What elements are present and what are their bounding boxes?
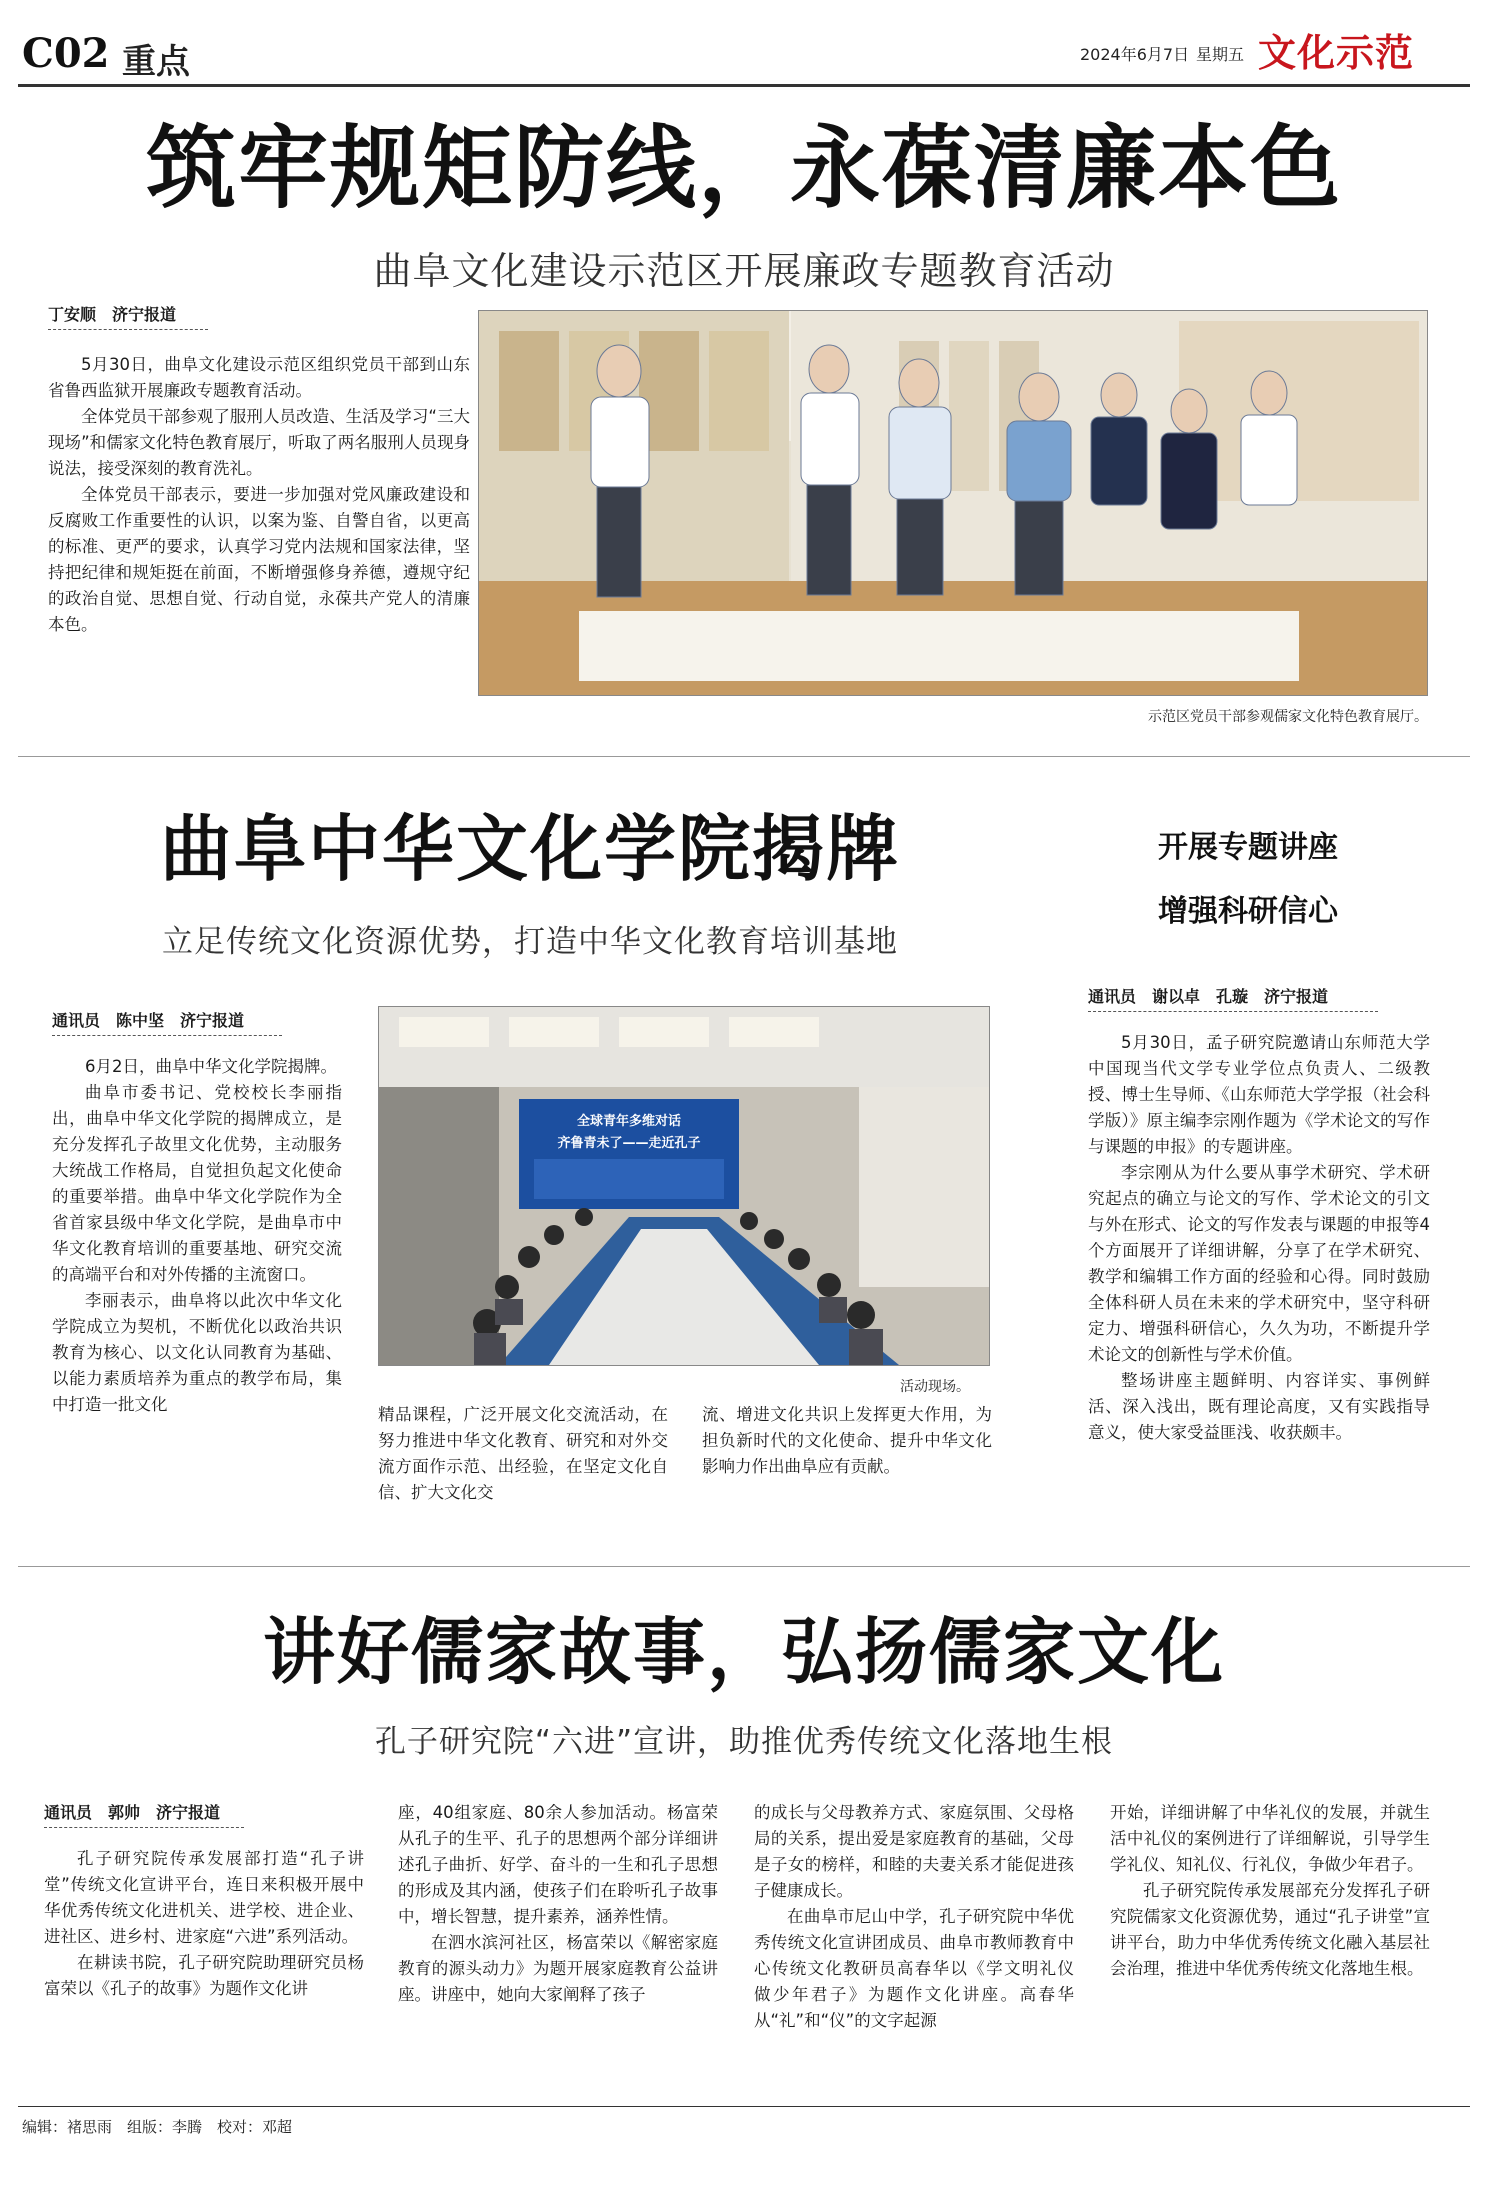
page-number: C02 bbox=[22, 30, 110, 77]
issue-date: 2024年6月7日 bbox=[1080, 45, 1190, 64]
divider-2 bbox=[18, 1566, 1470, 1567]
story1-paragraph: 全体党员干部表示，要进一步加强对党风廉政建设和反腐败工作重要性的认识，以案为鉴、自警自省，以更高的标准、更严的要求，认真学习党内法规和国家法律，坚持把纪律和规矩挺在前面，不断增强修身养德，遵规守纪的政治自觉、思想自觉、行动自觉，永葆共产党人的清廉本色。 bbox=[48, 485, 470, 634]
story3-paragraph: 李宗刚从为什么要从事学术研究、学术研究起点的确立与论文的写作、学术论文的引文与外在形式、论文的写作发表与课题的申报等4个方面展开了详细讲解，分享了在学术研究、教学和编辑工作方面的经验和心得。同时鼓励全体科研人员在未来的学术研究中，坚守科研定力、增强科研信心，久久为功，不断提升学术论文的创新性与学术价值。 bbox=[1088, 1163, 1430, 1364]
story2-column-2 bbox=[378, 1402, 668, 1506]
story4-column-4 bbox=[1110, 1800, 1430, 1982]
story4-paragraph: 的成长与父母教养方式、家庭氛围、父母格局的关系，提出爱是家庭教育的基础，父母是子女的榜样，和睦的夫妻关系才能促进孩子健康成长。 bbox=[754, 1803, 1074, 1900]
story2-subheadline: 立足传统文化资源优势，打造中华文化教育培训基地 bbox=[162, 924, 898, 960]
story1-photo-caption: 示范区党员干部参观儒家文化特色教育展厅。 bbox=[1148, 709, 1428, 725]
story1-paragraph: 5月30日，曲阜文化建设示范区组织党员干部到山东省鲁西监狱开展廉政专题教育活动。 bbox=[48, 355, 470, 400]
story1-paragraph: 全体党员干部参观了服刑人员改造、生活及学习“三大现场”和儒家文化特色教育展厅，听取了两名服刑人员现身说法，接受深刻的教育洗礼。 bbox=[48, 407, 470, 478]
story1-subheadline: 曲阜文化建设示范区开展廉政专题教育活动 bbox=[373, 249, 1115, 293]
conference-room-photo bbox=[379, 1007, 989, 1365]
screen-title-line2: 齐鲁青未了——走近孔子 bbox=[557, 1136, 701, 1151]
story4-column-2 bbox=[398, 1800, 718, 2008]
story4-column-3 bbox=[754, 1800, 1091, 2034]
story4-paragraph: 座，40组家庭、80余人参加活动。杨富荣从孔子的生平、孔子的思想两个部分详细讲述孔子曲折、好学、奋斗的一生和孔子思想的形成及其内涵，使孩子们在聆听孔子故事中，增长智慧，提升素养，涵养性情。 bbox=[398, 1803, 718, 1926]
story4-paragraph: 在泗水滨河社区，杨富荣以《解密家庭教育的源头动力》为题开展家庭教育公益讲座。讲座中，她向大家阐释了孩子 bbox=[398, 1933, 718, 2004]
exhibition-hall-photo bbox=[479, 311, 1427, 695]
story3-column bbox=[1088, 984, 1430, 1446]
section-label: 重点 bbox=[122, 42, 190, 82]
issue-weekday: 星期五 bbox=[1196, 45, 1245, 64]
story4-subheadline: 孔子研究院“六进”宣讲，助推优秀传统文化落地生根 bbox=[374, 1724, 1114, 1760]
story2-paragraph: 流、增进文化共识上发挥更大作用，为担负新时代的文化使命、提升中华文化影响力作出曲阜应有贡献。 bbox=[702, 1405, 992, 1476]
story2-paragraph: 6月2日，曲阜中华文化学院揭牌。 bbox=[85, 1057, 337, 1076]
masthead-logo: 文化示范 bbox=[1258, 30, 1415, 75]
story2-byline: 通讯员 陈中坚 济宁报道 bbox=[52, 1008, 282, 1036]
story3-headline-line1: 开展专题讲座 bbox=[1158, 830, 1338, 865]
footer-rule bbox=[18, 2106, 1470, 2107]
story2-headline: 曲阜中华文化学院揭牌 bbox=[159, 806, 900, 891]
story1-photo bbox=[478, 310, 1428, 696]
story2-paragraph: 曲阜市委书记、党校校长李丽指出，曲阜中华文化学院的揭牌成立，是充分发挥孔子故里文化优势，主动服务大统战工作格局，自觉担负起文化使命的重要举措。曲阜中华文化学院作为全省首家县级中华文化学院，是曲阜市中华文化教育培训的重要基地、研究交流的高端平台和对外传播的主流窗口。 bbox=[52, 1083, 342, 1284]
story3-byline: 通讯员 谢以卓 孔璇 济宁报道 bbox=[1088, 984, 1378, 1012]
story1-byline: 丁安顺 济宁报道 bbox=[48, 302, 208, 330]
screen-title-line1: 全球青年多维对话 bbox=[576, 1114, 682, 1129]
story1-column bbox=[48, 302, 470, 638]
story2-column-3 bbox=[702, 1402, 992, 1480]
header-rule bbox=[18, 84, 1470, 87]
story2-photo bbox=[378, 1006, 990, 1366]
story4-headline: 讲好儒家故事，弘扬儒家文化 bbox=[262, 1609, 1225, 1694]
story3-paragraph: 整场讲座主题鲜明、内容详实、事例鲜活、深入浅出，既有理论高度，又有实践指导意义，使大家受益匪浅、收获颇丰。 bbox=[1088, 1371, 1430, 1442]
footer-credits: 编辑：褚思雨 组版：李腾 校对：邓超 bbox=[22, 2118, 293, 2136]
story4-column-1 bbox=[44, 1800, 364, 2002]
story4-byline: 通讯员 郭帅 济宁报道 bbox=[44, 1800, 244, 1828]
story3-paragraph: 5月30日，孟子研究院邀请山东师范大学中国现当代文学专业学位点负责人、二级教授、博士生导师、《山东师范大学学报（社会科学版）》原主编李宗刚作题为《学术论文的写作与课题的申报》的专题讲座。 bbox=[1088, 1033, 1430, 1156]
story4-paragraph: 在曲阜市尼山中学，孔子研究院中华优秀传统文化宣讲团成员、曲阜市教师教育中心传统文化教研员高春华以《学文明礼仪 做少年君子》为题作文化讲座。高春华从“礼”和“仪”的文字起源 bbox=[754, 1907, 1091, 2030]
story2-photo-caption: 活动现场。 bbox=[900, 1379, 970, 1395]
story3-headline-line2: 增强科研信心 bbox=[1158, 894, 1338, 929]
story2-paragraph: 精品课程，广泛开展文化交流活动，在努力推进中华文化教育、研究和对外交流方面作示范、出经验，在坚定文化自信、扩大文化交 bbox=[378, 1405, 668, 1502]
story4-paragraph: 孔子研究院传承发展部打造“孔子讲堂”传统文化宣讲平台，连日来积极开展中华优秀传统文化进机关、进学校、进企业、进社区、进乡村、进家庭“六进”系列活动。 bbox=[44, 1849, 364, 1946]
story4-paragraph: 在耕读书院，孔子研究院助理研究员杨富荣以《孔子的故事》为题作文化讲 bbox=[44, 1953, 364, 1998]
story2-paragraph: 李丽表示，曲阜将以此次中华文化学院成立为契机，不断优化以政治共识教育为核心、以文化认同教育为基础、以能力素质培养为重点的教学布局，集中打造一批文化 bbox=[52, 1291, 342, 1414]
divider-1 bbox=[18, 756, 1470, 757]
story4-paragraph: 孔子研究院传承发展部充分发挥孔子研究院儒家文化资源优势，通过“孔子讲堂”宣讲平台，助力中华优秀传统文化融入基层社会治理，推进中华优秀传统文化落地生根。 bbox=[1110, 1881, 1430, 1978]
story4-paragraph: 开始，详细讲解了中华礼仪的发展，并就生活中礼仪的案例进行了详细解说，引导学生学礼仪、知礼仪、行礼仪，争做少年君子。 bbox=[1110, 1803, 1430, 1874]
story1-headline: 筑牢规矩防线，永葆清廉本色 bbox=[146, 115, 1342, 221]
story2-column-1 bbox=[52, 1008, 342, 1418]
